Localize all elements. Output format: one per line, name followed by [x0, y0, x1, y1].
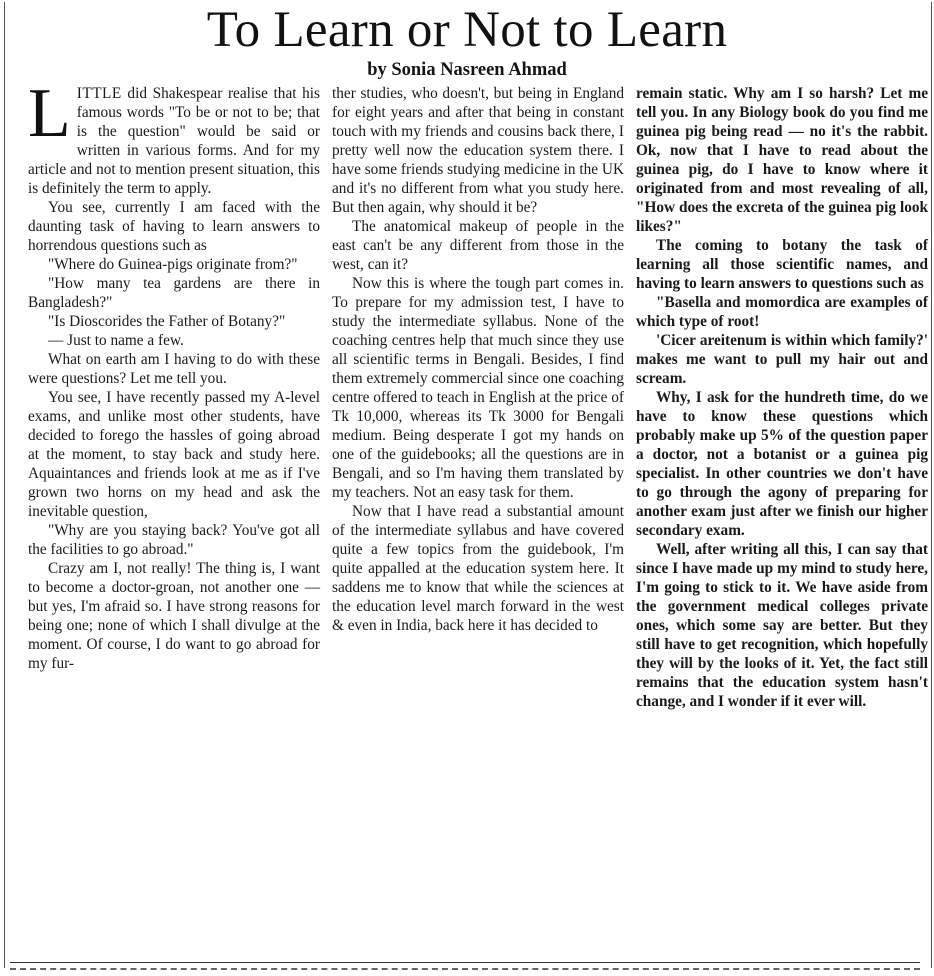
paragraph: Well, after writing all this, I can say that since I have made up my mind to study here, I'm going to stick to it. We have aside from the government medical colleges private ones, which some say are better. But they still have to get recognition, which hopefully they will by the looks of it. Yet, the fact still remains that the education system hasn't change, and I wonder if it ever will. [636, 541, 928, 710]
paragraph: The coming to botany the task of learning all those scientific names, and having to learn answers to questions such as [636, 237, 928, 292]
paragraph: Crazy am I, not really! The thing is, I want to become a doctor-groan, not another one — but yes, I'm afraid so. I have strong reasons for being one; none of which I shall divulge at the moment. Of course, I do want to go abroad for my fur- [28, 560, 320, 672]
headline: To Learn or Not to Learn [206, 2, 728, 58]
paragraph: The anatomical makeup of people in the east can't be any different from those in the west, can it? [332, 218, 624, 273]
paragraph: "Where do Guinea-pigs originate from?" [48, 256, 298, 273]
article-column-2 [332, 84, 624, 635]
paragraph: Why, I ask for the hundreth time, do we have to know these questions which probably make up 5% of the question paper a doctor, not a botanist or a guinea pig specialist. In other countries we don't have to go through the agony of preparing for another exam just after we finish our higher secondary exam. [636, 389, 928, 539]
paragraph: — Just to name a few. [48, 332, 184, 349]
bottom-rule [10, 962, 920, 963]
paragraph: You see, currently I am faced with the daunting task of having to learn answers to horrendous questions such as [28, 199, 320, 254]
paragraph: 'Cicer areitenum is within which family?' makes me want to pull my hair out and scream. [636, 332, 928, 387]
paragraph: "Is Dioscorides the Father of Botany?" [48, 313, 286, 330]
drop-cap: L [28, 75, 71, 152]
paragraph-text: did Shakespear realise that his famous words "To be or not to be; that is the question" would be said or written in various forms. And for my article and not to mention present situation, this is definitely the term to apply. [28, 85, 320, 197]
paragraph: "Basella and momordica are examples of which type of root! [636, 294, 928, 330]
paragraph [28, 75, 320, 198]
paragraph: "How many tea gardens are there in Bangladesh?" [28, 275, 320, 311]
paragraph: Now this is where the tough part comes in. To prepare for my admission test, I have to study the intermediate syllabus. None of the coaching centres help that much since they use all scientific terms in Bengali. Besides, I find them extremely commercial since one coaching centre offered to teach in English at the price of Tk 10,000, whereas its Tk 3000 for Bengali medium. Being desperate I got my hands on one of the guidebooks; all the questions are in Bengali, and so I'm having them translated by my teachers. Not an easy task for them. [332, 275, 624, 501]
paragraph: You see, I have recently passed my A-level exams, and unlike most other students, have decided to forego the hassles of going abroad at the moment, to stay back and study here. Aquaintances and friends look at me as if I've grown two horns on my head and ask the inevitable question, [28, 389, 320, 520]
paragraph: What on earth am I having to do with these were questions? Let me tell you. [28, 351, 320, 387]
article-column-1 [28, 75, 320, 673]
paragraph: "Why are you staying back? You've got all the facilities to go abroad." [28, 522, 320, 558]
paragraph: remain static. Why am I so harsh? Let me tell you. In any Biology book do you find me guinea pig being read — no it's the rabbit. Ok, now that I have to read about the guinea pig, do I have to know where it originated from and most revealing of all, "How does the excreta of the guinea pig look likes?" [636, 85, 928, 235]
paragraph: Now that I have read a substantial amount of the intermediate syllabus and have covered quite a few topics from the guidebook, I'm quite appalled at the education system here. It saddens me to know that while the sciences at the education level march forward in the west & even in India, back here it has decided to [332, 503, 624, 634]
lead-in-caps: ITTLE [76, 85, 122, 102]
paragraph: ther studies, who doesn't, but being in England for eight years and after that being in constant touch with my friends and cousins back there, I pretty well now the education system there. I have some friends studying medicine in the UK and it's no different from what you study here. But then again, why should it be? [332, 85, 624, 216]
clipping-edge [10, 968, 920, 970]
byline: by Sonia Nasreen Ahmad [367, 60, 567, 80]
article-column-3 [636, 84, 928, 711]
